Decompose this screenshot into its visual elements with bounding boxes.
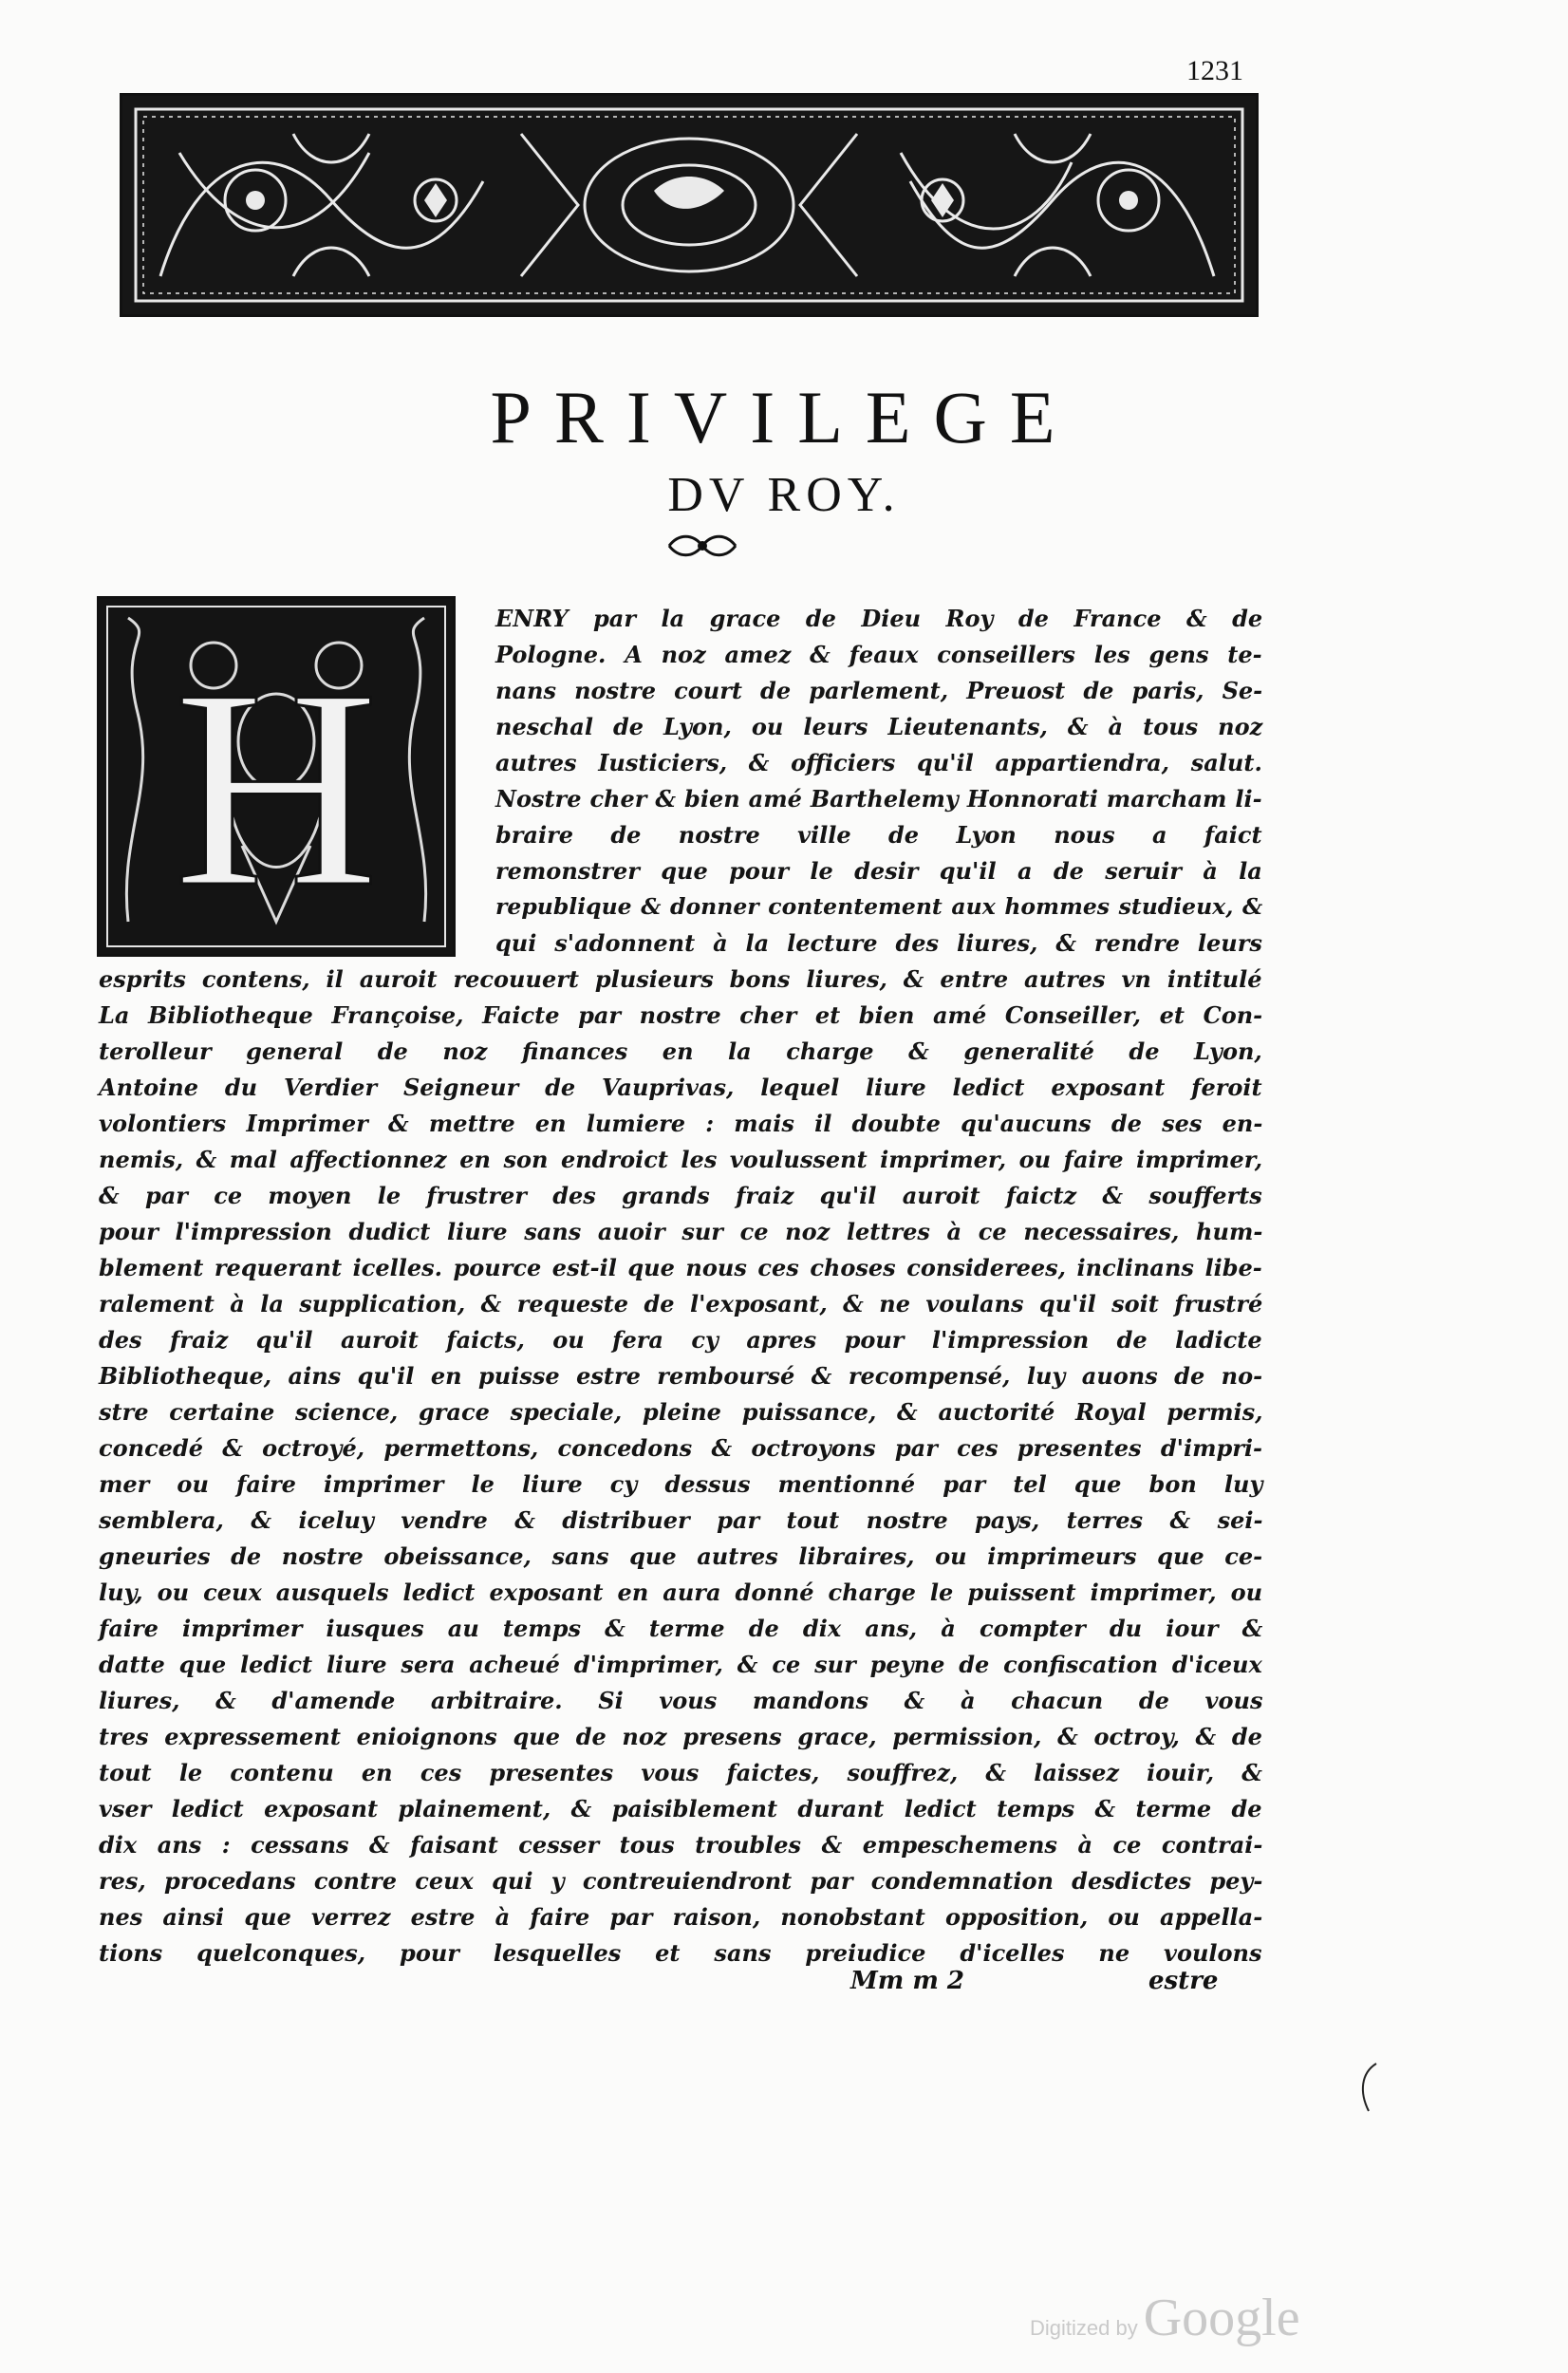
- body-line: Antoine du Verdier Seigneur de Vauprivas, lequel liure ledict exposant feroit: [99, 1074, 1262, 1101]
- body-line: Nostre cher & bien amé Barthelemy Honnorati marcham li-: [495, 785, 1262, 813]
- body-line: terolleur general de noz finances en la charge & generalité de Lyon,: [99, 1037, 1262, 1065]
- watermark-prefix: Digitized by: [1030, 2316, 1138, 2340]
- body-line: autres Iusticiers, & officiers qu'il appartiendra, salut.: [495, 749, 1262, 776]
- body-line: volontiers Imprimer & mettre en lumiere : mais il doubte qu'aucuns de ses en-: [99, 1110, 1263, 1137]
- body-line: nemis, & mal affectionnez en son endroict les voulussent imprimer, ou faire imprimer,: [99, 1146, 1263, 1173]
- catchword: estre: [1148, 1967, 1219, 1995]
- decorative-headpiece: [120, 93, 1259, 317]
- body-line: pour l'impression dudict liure sans auoir sur ce noz lettres à ce necessaires, hum-: [99, 1218, 1263, 1245]
- watermark-brand: Google: [1143, 2289, 1300, 2347]
- body-line: braire de nostre ville de Lyon nous a faict: [495, 821, 1262, 849]
- body-line: vser ledict exposant plainement, & paisiblement durant ledict temps & terme de: [99, 1795, 1262, 1822]
- signature-mark: Mm m 2: [850, 1967, 964, 1995]
- body-line: & par ce moyen le frustrer des grands fraiz qu'il auroit faictz & soufferts: [99, 1182, 1262, 1209]
- body-line: remonstrer que pour le desir qu'il a de seruir à la: [495, 857, 1262, 885]
- body-line: ENRY par la grace de Dieu Roy de France & de: [495, 605, 1263, 632]
- body-line: luy, ou ceux ausquels ledict exposant en aura donné charge le puissent imprimer, ou: [99, 1579, 1263, 1606]
- body-line: concedé & octroyé, permettons, concedons & octroyons par ces presentes d'impri-: [99, 1434, 1262, 1462]
- page-subtitle: DV ROY.: [667, 468, 901, 522]
- body-line: mer ou faire imprimer le liure cy dessus mentionné par tel que bon luy: [99, 1470, 1263, 1498]
- body-line: faire imprimer iusques au temps & terme de dix ans, à compter du iour &: [99, 1615, 1263, 1642]
- body-line: republique & donner contentement aux hommes studieux, &: [495, 893, 1263, 920]
- body-line: ralement à la supplication, & requeste de l'exposant, & ne voulans qu'il soit frustré: [99, 1290, 1263, 1317]
- body-line: tions quelconques, pour lesquelles et sans preiudice d'icelles ne voulons: [99, 1939, 1262, 1967]
- body-line: des fraiz qu'il auroit faicts, ou fera cy apres pour l'impression de ladicte: [99, 1326, 1262, 1354]
- body-line: nes ainsi que verrez estre à faire par raison, nonobstant opposition, ou appella-: [99, 1903, 1263, 1931]
- page-number: 1231: [1186, 55, 1243, 86]
- body-line: Pologne. A noz amez & feaux conseillers les gens te-: [495, 641, 1262, 668]
- body-line: stre certaine science, grace speciale, pleine puissance, & auctorité Royal permis,: [99, 1398, 1263, 1426]
- body-line: esprits contens, il auroit recouuert plusieurs bons liures, & entre autres vn intitulé: [99, 965, 1262, 993]
- drop-cap-initial: [97, 596, 456, 957]
- body-line: blement requerant icelles. pource est-il que nous ces choses considerees, inclinans libe-: [99, 1254, 1262, 1281]
- fleuron-ornament: [664, 532, 740, 564]
- body-line: res, procedans contre ceux qui y contreuiendront par condemnation desdictes pey-: [99, 1867, 1263, 1895]
- body-line: neschal de Lyon, ou leurs Lieutenants, & à tous noz: [495, 713, 1263, 740]
- body-line: dix ans : cessans & faisant cesser tous troubles & empeschemens à ce contrai-: [99, 1831, 1263, 1859]
- body-line: La Bibliotheque Françoise, Faicte par nostre cher et bien amé Conseiller, et Con-: [99, 1001, 1263, 1029]
- digitized-watermark: [1030, 2288, 1300, 2348]
- body-line: nans nostre court de parlement, Preuost de paris, Se-: [495, 677, 1263, 704]
- body-line: semblera, & iceluy vendre & distribuer par tout nostre pays, terres & sei-: [99, 1506, 1263, 1534]
- body-line: qui s'adonnent à la lecture des liures, & rendre leurs: [495, 929, 1262, 957]
- page-title: PRIVILEGE: [490, 376, 1078, 458]
- body-line: gneuries de nostre obeissance, sans que autres libraires, ou imprimeurs que ce-: [99, 1542, 1263, 1570]
- body-line: datte que ledict liure sera acheué d'imprimer, & ce sur peyne de confiscation d'iceux: [99, 1651, 1262, 1678]
- body-line: tres expressement enioignons que de noz presens grace, permission, & octroy, & de: [99, 1723, 1262, 1750]
- margin-pen-mark: [1355, 2060, 1384, 2121]
- body-line: liures, & d'amende arbitraire. Si vous mandons & à chacun de vous: [99, 1687, 1263, 1714]
- drop-cap-letter: H: [173, 630, 380, 945]
- body-line: tout le contenu en ces presentes vous faictes, souffrez, & laissez iouir, &: [99, 1759, 1262, 1786]
- body-line: Bibliotheque, ains qu'il en puisse estre remboursé & recompensé, luy auons de no-: [99, 1362, 1263, 1390]
